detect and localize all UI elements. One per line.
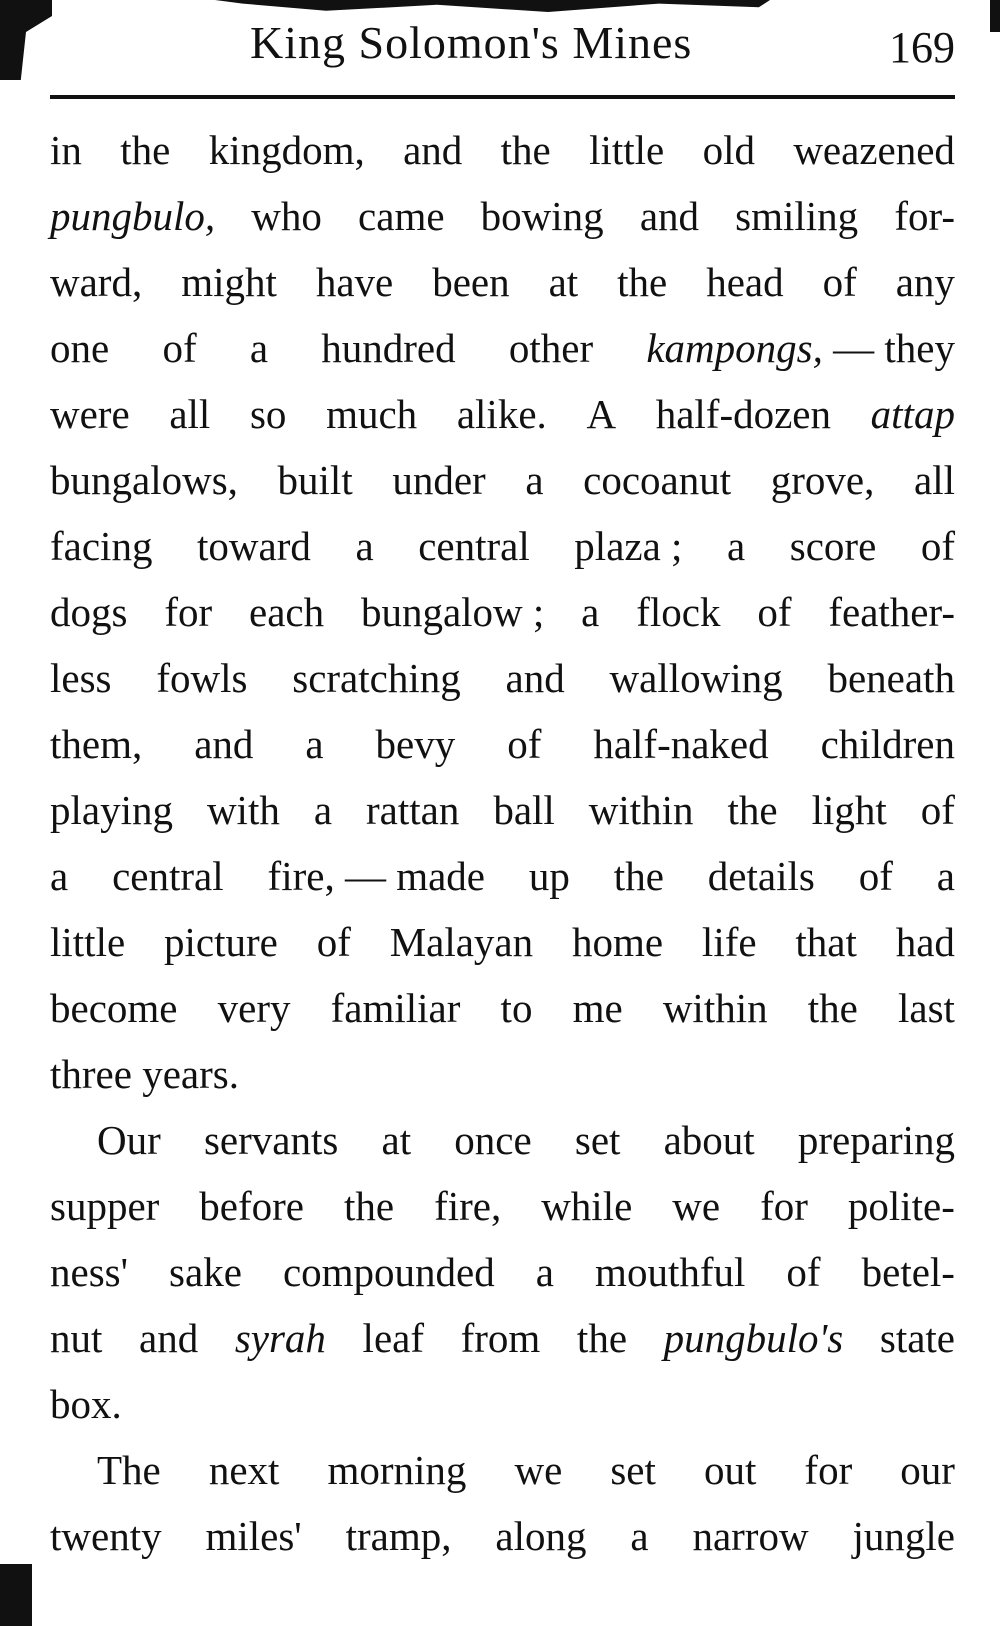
word: for — [804, 1447, 853, 1493]
word: become — [50, 985, 178, 1031]
word: beneath — [827, 655, 955, 701]
word: ness' — [50, 1249, 128, 1295]
word: feather- — [828, 589, 955, 635]
word: smiling — [735, 193, 859, 239]
word: wallowing — [609, 655, 783, 701]
word: rattan — [366, 787, 460, 833]
word: last — [898, 985, 955, 1031]
word: been — [432, 259, 510, 305]
text-line — [50, 1503, 955, 1569]
word: dogs — [50, 589, 128, 635]
word: old — [702, 127, 755, 173]
word: a — [249, 325, 269, 371]
word: details — [707, 853, 815, 899]
text-line — [50, 1437, 955, 1503]
word: grove, — [770, 457, 875, 503]
word: flock — [636, 589, 721, 635]
word: polite- — [847, 1183, 955, 1229]
word: compounded — [282, 1249, 495, 1295]
page-text — [50, 117, 955, 1569]
word: children — [820, 721, 955, 767]
word: less — [50, 655, 112, 701]
text-line — [50, 1041, 955, 1107]
word: central — [112, 853, 224, 899]
word: and — [139, 1315, 199, 1361]
word: ward, — [50, 259, 143, 305]
word: head — [706, 259, 784, 305]
word: Our — [97, 1117, 161, 1163]
word: about — [663, 1117, 755, 1163]
page-number: 169 — [889, 23, 955, 72]
word: of — [920, 523, 955, 569]
word: little — [50, 919, 126, 965]
word: we — [514, 1447, 563, 1493]
word: of — [757, 589, 792, 635]
word: them, — [50, 721, 143, 767]
word: in — [50, 127, 82, 173]
word: a — [355, 523, 374, 569]
word: might — [181, 259, 277, 305]
word: the — [617, 259, 668, 305]
text-line — [50, 1239, 955, 1305]
word: score — [789, 523, 877, 569]
word: box. — [50, 1381, 122, 1427]
word: out — [703, 1447, 757, 1493]
word: familiar — [330, 985, 461, 1031]
text-line — [50, 1305, 955, 1371]
text-line — [50, 579, 955, 645]
word: once — [454, 1117, 532, 1163]
word: cocoanut — [583, 457, 732, 503]
word: bungalows, — [50, 457, 238, 503]
word: morning — [327, 1447, 467, 1493]
word: narrow — [692, 1513, 809, 1559]
word: tramp, — [345, 1513, 452, 1559]
text-line — [50, 249, 955, 315]
word: little — [589, 127, 665, 173]
word: set — [610, 1447, 656, 1493]
word: me — [572, 985, 623, 1031]
word: any — [895, 259, 955, 305]
word: sake — [169, 1249, 242, 1295]
word: and — [403, 127, 463, 173]
word: fowls — [156, 655, 248, 701]
word: a — [313, 787, 333, 833]
word: had — [895, 919, 955, 965]
word: central — [418, 523, 530, 569]
word: a — [936, 853, 955, 899]
word: a — [535, 1249, 554, 1295]
word: a — [305, 721, 324, 767]
word: built — [277, 457, 353, 503]
text-line — [50, 1371, 955, 1437]
word: and — [505, 655, 565, 701]
word: while — [541, 1183, 633, 1229]
scan-edge-right — [990, 0, 1000, 32]
word: for — [760, 1183, 808, 1229]
word: supper — [50, 1183, 160, 1229]
text-line — [50, 117, 955, 183]
word: from — [460, 1315, 541, 1361]
italic-word: syrah — [234, 1315, 326, 1361]
word: with — [206, 787, 280, 833]
word: the — [500, 127, 551, 173]
word: mouthful — [595, 1249, 746, 1295]
word: fire, — made — [267, 853, 485, 899]
word: playing — [50, 787, 173, 833]
word: much — [326, 391, 418, 437]
text-line — [50, 843, 955, 909]
word: the — [807, 985, 858, 1031]
word: The — [97, 1447, 161, 1493]
word: jungle — [852, 1513, 955, 1559]
word: up — [528, 853, 570, 899]
word: alike. — [456, 391, 547, 437]
word: plaza ; — [574, 523, 683, 569]
text-line — [50, 645, 955, 711]
word: set — [574, 1117, 621, 1163]
word: one — [50, 325, 110, 371]
word: who — [251, 193, 322, 239]
word: miles' — [205, 1513, 302, 1559]
word: of — [507, 721, 542, 767]
word: within — [662, 985, 768, 1031]
text-line — [50, 777, 955, 843]
word: a — [727, 523, 746, 569]
word: within — [588, 787, 694, 833]
word: of — [920, 787, 955, 833]
word: twenty — [50, 1513, 162, 1559]
text-line — [50, 513, 955, 579]
word: the — [727, 787, 778, 833]
running-head — [50, 14, 955, 94]
word: preparing — [797, 1117, 955, 1163]
word: weazened — [793, 127, 955, 173]
word: bungalow ; — [360, 589, 545, 635]
scan-edge-left-top — [0, 0, 52, 80]
word: light — [811, 787, 887, 833]
word: leaf — [362, 1315, 424, 1361]
word: were — [50, 391, 130, 437]
word: fire, — [434, 1183, 502, 1229]
italic-word: pungbulo's — [663, 1315, 844, 1361]
word: and — [639, 193, 700, 239]
word: three years. — [50, 1051, 239, 1097]
text-line — [50, 1173, 955, 1239]
word: we — [672, 1183, 721, 1229]
word: of — [822, 259, 857, 305]
word: along — [495, 1513, 587, 1559]
italic-word: pungbulo, — [50, 193, 216, 239]
word: have — [315, 259, 394, 305]
scan-edge-top — [215, 0, 770, 12]
italic-phrase: kampongs, — they — [646, 325, 955, 371]
text-line — [50, 711, 955, 777]
text-line — [50, 975, 955, 1041]
word: facing — [50, 523, 153, 569]
text-line — [50, 909, 955, 975]
word: picture — [164, 919, 278, 965]
word: servants — [203, 1117, 339, 1163]
text-line — [50, 1107, 955, 1173]
word: Malayan — [389, 919, 534, 965]
word: all — [169, 391, 211, 437]
word: ball — [493, 787, 555, 833]
text-line — [50, 183, 955, 249]
word: state — [879, 1315, 955, 1361]
word: for — [164, 589, 213, 635]
word: that — [795, 919, 857, 965]
word: a — [525, 457, 544, 503]
word: scratching — [292, 655, 461, 701]
text-line — [50, 381, 955, 447]
word: at — [381, 1117, 412, 1163]
italic-word: attap — [870, 391, 955, 437]
word: a — [581, 589, 600, 635]
word: bevy — [375, 721, 456, 767]
word: kingdom, — [208, 127, 365, 173]
text-line — [50, 447, 955, 513]
scan-edge-left-bottom — [0, 1564, 32, 1626]
word: all — [914, 457, 955, 503]
word: A — [586, 391, 617, 437]
word: under — [392, 457, 486, 503]
word: of — [162, 325, 197, 371]
word: each — [249, 589, 325, 635]
word: very — [217, 985, 291, 1031]
word: a — [50, 853, 69, 899]
word: home — [571, 919, 664, 965]
word: of — [316, 919, 351, 965]
word: the — [120, 127, 171, 173]
word: betel- — [861, 1249, 955, 1295]
word: the — [343, 1183, 395, 1229]
word: so — [249, 391, 287, 437]
word: a — [630, 1513, 649, 1559]
word: for- — [894, 193, 955, 239]
word: to — [500, 985, 533, 1031]
text-line — [50, 315, 955, 381]
word: the — [613, 853, 664, 899]
word: hundred — [321, 325, 456, 371]
word: half-dozen — [655, 391, 831, 437]
word: next — [208, 1447, 280, 1493]
word: at — [548, 259, 579, 305]
word: life — [701, 919, 757, 965]
word: of — [858, 853, 893, 899]
word: and — [194, 721, 254, 767]
word: the — [576, 1315, 628, 1361]
word: our — [900, 1447, 955, 1493]
word: other — [508, 325, 594, 371]
running-title: King Solomon's Mines — [250, 17, 693, 68]
word: half-naked — [593, 721, 769, 767]
word: toward — [197, 523, 311, 569]
word: nut — [50, 1315, 103, 1361]
word: before — [199, 1183, 304, 1229]
word: came — [358, 193, 445, 239]
header-rule — [50, 95, 955, 99]
word: of — [786, 1249, 821, 1295]
word: bowing — [480, 193, 604, 239]
